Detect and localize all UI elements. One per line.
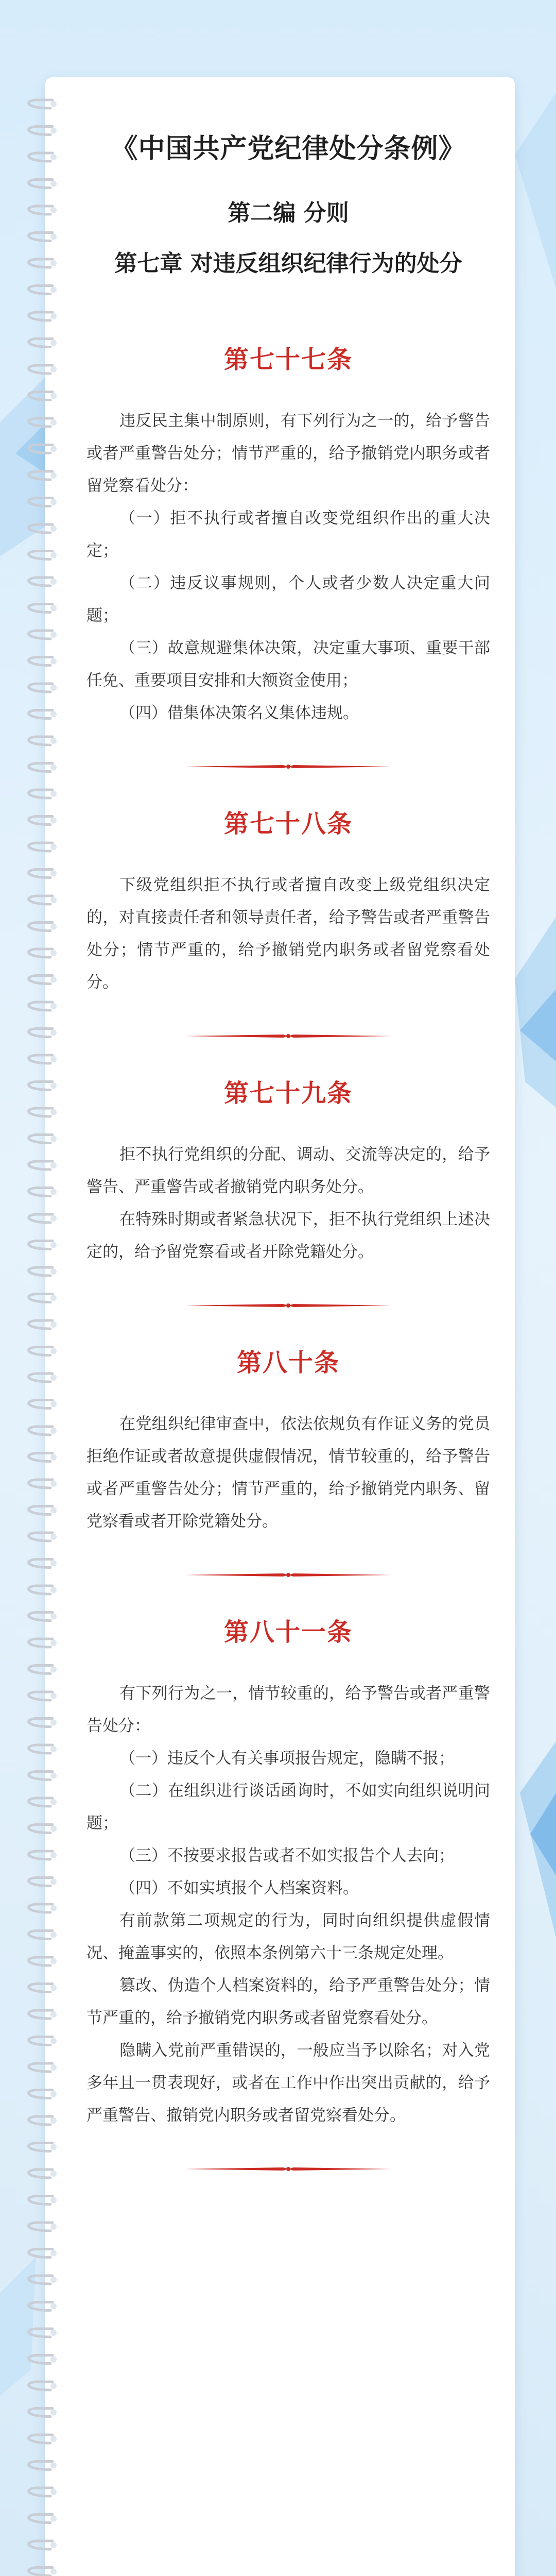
- spiral-ring: [29, 1400, 53, 1409]
- article-80: [86, 1343, 490, 1580]
- article-paragraph: 在党组织纪律审查中，依法依规负有作证义务的党员拒绝作证或者故意提供虚假情况，情节较重的，给予警告或者严重警告处分；情节严重的，给予撤销党内职务、留党察看或者开除党籍处分。: [86, 1415, 490, 1531]
- spiral-ring: [29, 1347, 53, 1355]
- binding-hole: [50, 2038, 57, 2044]
- spiral-ring: [29, 976, 53, 984]
- article-78: [86, 804, 490, 1041]
- article-title: 第七十七条: [223, 345, 353, 374]
- spiral-ring: [29, 1161, 53, 1170]
- binding-hole: [50, 446, 57, 452]
- spiral-ring: [29, 2302, 53, 2311]
- binding-hole: [50, 2064, 57, 2071]
- article-title: 第八十一条: [223, 1618, 353, 1647]
- article-paragraph: 有前款第二项规定的行为，同时向组织提供虚假情况、掩盖事实的，依照本条例第六十三条规定处理。: [86, 1911, 490, 1962]
- binding-hole: [50, 950, 57, 956]
- spiral-ring: [29, 2568, 53, 2576]
- binding-hole: [50, 711, 57, 718]
- binding-hole: [50, 685, 57, 691]
- spiral-ring: [29, 1267, 53, 1276]
- spiral-ring: [29, 2435, 53, 2443]
- spiral-ring: [29, 2515, 53, 2523]
- spiral-ring: [29, 2249, 53, 2258]
- binding-hole: [50, 1295, 57, 1301]
- spiral-ring: [29, 2196, 53, 2205]
- spiral-ring: [29, 2329, 53, 2337]
- binding-hole: [50, 1773, 57, 1779]
- spiral-ring: [29, 2090, 53, 2098]
- document-title: 《中国共产党纪律处分条例》: [111, 133, 466, 164]
- spiral-ring: [29, 365, 53, 374]
- spiral-ring: [29, 2355, 53, 2364]
- binding-hole: [50, 2489, 57, 2495]
- spiral-ring: [29, 2037, 53, 2045]
- spiral-ring: [29, 684, 53, 692]
- article-81: [86, 1612, 490, 2174]
- spiral-ring: [29, 498, 53, 506]
- binding-hole: [50, 2410, 57, 2416]
- spiral-ring: [29, 1798, 53, 1806]
- spiral-ring: [29, 1055, 53, 1063]
- section-divider: [185, 761, 391, 772]
- spiral-ring: [29, 312, 53, 320]
- article-paragraph: 违反民主集中制原则，有下列行为之一的，给予警告或者严重警告处分；情节严重的，给予撤销党内职务或者留党察看处分：: [86, 412, 490, 495]
- spiral-ring: [29, 1188, 53, 1196]
- binding-hole: [50, 977, 57, 983]
- article-77: [86, 340, 490, 772]
- article-item: （三）不按要求报告或者不如实报告个人去向；: [119, 1846, 455, 1865]
- binding-hole: [50, 1693, 57, 1699]
- spiral-ring: [29, 392, 53, 400]
- article-paragraph: 拒不执行党组织的分配、调动、交流等决定的，给予警告、严重警告或者撤销党内职务处分。: [86, 1145, 490, 1196]
- binding-hole: [50, 1985, 57, 1991]
- binding-hole: [50, 1321, 57, 1328]
- binding-hole: [50, 154, 57, 160]
- binding-hole: [50, 2542, 57, 2548]
- binding-hole: [50, 366, 57, 372]
- binding-hole: [50, 313, 57, 319]
- spiral-ring: [29, 1745, 53, 1753]
- spiral-ring: [29, 1427, 53, 1435]
- binding-hole: [50, 181, 57, 187]
- binding-hole: [50, 1534, 57, 1540]
- binding-hole: [50, 1375, 57, 1381]
- binding-hole: [50, 924, 57, 930]
- binding-hole: [50, 605, 57, 612]
- binding-hole: [50, 128, 57, 134]
- spiral-ring: [29, 2541, 53, 2549]
- binding-hole: [50, 1932, 57, 1938]
- binding-hole: [50, 1162, 57, 1168]
- spiral-ring: [29, 1560, 53, 1568]
- spiral-ring: [29, 551, 53, 560]
- spiral-ring: [29, 153, 53, 161]
- spiral-ring: [29, 1692, 53, 1700]
- binding-hole: [50, 844, 57, 850]
- binding-hole: [50, 2224, 57, 2230]
- binding-hole: [50, 1109, 57, 1115]
- binding-hole: [50, 1905, 57, 1911]
- spiral-ring: [29, 445, 53, 453]
- binding-hole: [50, 2011, 57, 2018]
- spiral-ring: [29, 1931, 53, 1939]
- spiral-ring: [29, 2223, 53, 2231]
- spiral-ring: [29, 790, 53, 798]
- binding-hole: [50, 552, 57, 558]
- spiral-ring: [29, 259, 53, 267]
- binding-hole: [50, 393, 57, 399]
- binding-hole: [50, 579, 57, 585]
- spiral-rings: [21, 98, 62, 2576]
- binding-hole: [50, 1003, 57, 1009]
- article-item: （一）违反个人有关事项报告规定，隐瞒不报；: [119, 1749, 455, 1768]
- spiral-ring: [29, 817, 53, 825]
- spiral-ring: [29, 1586, 53, 1594]
- part-heading: 第二编 分则: [228, 200, 349, 226]
- spiral-ring: [29, 2409, 53, 2417]
- spiral-ring: [29, 1878, 53, 1886]
- binding-hole: [50, 1614, 57, 1620]
- binding-hole: [50, 1136, 57, 1142]
- binding-hole: [50, 1083, 57, 1089]
- spiral-ring: [29, 2170, 53, 2178]
- spiral-ring: [29, 2116, 53, 2125]
- spiral-ring: [29, 1772, 53, 1780]
- binding-hole: [50, 1720, 57, 1726]
- spiral-ring: [29, 578, 53, 586]
- spiral-ring: [29, 1984, 53, 1992]
- spiral-ring: [29, 206, 53, 214]
- article-paragraph: 隐瞒入党前严重错误的，一般应当予以除名；对入党多年且一贯表现好，或者在工作中作出突出贡献的，给予严重警告、撤销党内职务或者留党察看处分。: [86, 2041, 490, 2125]
- binding-hole: [50, 1667, 57, 1673]
- spiral-ring: [29, 180, 53, 188]
- article-item: （三）故意规避集体决策，决定重大事项、重要干部任免、重要项目安排和大额资金使用；: [86, 639, 490, 690]
- binding-hole: [50, 1428, 57, 1434]
- spiral-ring: [29, 1639, 53, 1647]
- article-paragraph: 篡改、伪造个人档案资料的，给予严重警告处分；情节严重的，给予撤销党内职务或者留党察看处分。: [86, 1976, 490, 2027]
- spiral-ring: [29, 524, 53, 533]
- binding-hole: [50, 1481, 57, 1487]
- binding-hole: [50, 2091, 57, 2097]
- binding-hole: [50, 207, 57, 213]
- binding-hole: [50, 1746, 57, 1752]
- section-divider: [185, 1570, 391, 1580]
- binding-hole: [50, 1056, 57, 1062]
- spiral-ring: [29, 604, 53, 613]
- article-item: （一）拒不执行或者擅自改变党组织作出的重大决定；: [86, 509, 490, 560]
- article-item: （四）借集体决策名义集体违规。: [119, 704, 359, 722]
- binding-hole: [50, 1030, 57, 1036]
- binding-hole: [50, 632, 57, 638]
- binding-hole: [50, 1215, 57, 1222]
- spiral-ring: [29, 1904, 53, 1912]
- spiral-ring: [29, 1666, 53, 1674]
- binding-hole: [50, 499, 57, 505]
- binding-hole: [50, 1799, 57, 1805]
- spiral-ring: [29, 1453, 53, 1462]
- binding-hole: [50, 1401, 57, 1408]
- spiral-ring: [29, 2063, 53, 2072]
- spiral-ring: [29, 1480, 53, 1488]
- binding-hole: [50, 2117, 57, 2124]
- binding-hole: [50, 2569, 57, 2575]
- binding-hole: [50, 472, 57, 479]
- binding-hole: [50, 738, 57, 744]
- binding-hole: [50, 897, 57, 903]
- binding-hole: [50, 791, 57, 797]
- article-79: [86, 1073, 490, 1311]
- spiral-ring: [29, 418, 53, 427]
- binding-hole: [50, 2383, 57, 2389]
- article-paragraph: 有下列行为之一，情节较重的，给予警告或者严重警告处分：: [86, 1684, 490, 1735]
- binding-hole: [50, 1958, 57, 1964]
- spiral-ring: [29, 2143, 53, 2151]
- binding-hole: [50, 1454, 57, 1461]
- spiral-ring: [29, 2276, 53, 2284]
- binding-hole: [50, 1826, 57, 1832]
- binding-hole: [50, 2303, 57, 2310]
- binding-hole: [50, 287, 57, 293]
- spiral-ring: [29, 1374, 53, 1382]
- spiral-ring: [29, 1002, 53, 1010]
- article-paragraph: 下级党组织拒不执行或者擅自改变上级党组织决定的，对直接责任者和领导责任者，给予警告或者严重警告处分；情节严重的，给予撤销党内职务或者留党察看处分。: [86, 876, 490, 992]
- binding-hole: [50, 2436, 57, 2442]
- spiral-ring: [29, 1082, 53, 1090]
- article-item: （二）违反议事规则，个人或者少数人决定重大问题；: [86, 574, 490, 625]
- spiral-ring: [29, 657, 53, 666]
- spiral-ring: [29, 1108, 53, 1116]
- binding-hole: [50, 658, 57, 665]
- binding-hole: [50, 260, 57, 266]
- binding-hole: [50, 2144, 57, 2150]
- binding-hole: [50, 2197, 57, 2204]
- spiral-ring: [29, 1719, 53, 1727]
- article-title: 第七十八条: [223, 809, 353, 838]
- spiral-ring: [29, 339, 53, 347]
- spiral-ring: [29, 737, 53, 745]
- binding-hole: [50, 101, 57, 107]
- binding-hole: [50, 1189, 57, 1195]
- binding-hole: [50, 1507, 57, 1514]
- binding-hole: [50, 1242, 57, 1248]
- spiral-ring: [29, 1851, 53, 1859]
- spiral-ring: [29, 764, 53, 772]
- binding-hole: [50, 1561, 57, 1567]
- spiral-ring: [29, 1533, 53, 1541]
- spiral-ring: [29, 1029, 53, 1037]
- spiral-ring: [29, 1825, 53, 1833]
- binding-hole: [50, 765, 57, 771]
- chapter-heading: 第七章 对违反组织纪律行为的处分: [114, 250, 462, 277]
- binding-hole: [50, 340, 57, 346]
- spiral-ring: [29, 870, 53, 878]
- spiral-ring: [29, 710, 53, 719]
- binding-hole: [50, 1852, 57, 1858]
- section-divider: [185, 1031, 391, 1041]
- spiral-ring: [29, 949, 53, 957]
- binding-hole: [50, 2516, 57, 2522]
- spiral-ring: [29, 1135, 53, 1143]
- spiral-ring: [29, 1320, 53, 1329]
- section-divider: [185, 2164, 391, 2174]
- spiral-ring: [29, 631, 53, 639]
- article-title: 第八十条: [236, 1348, 340, 1377]
- spiral-ring: [29, 1613, 53, 1621]
- spiral-ring: [29, 2462, 53, 2470]
- spiral-ring: [29, 127, 53, 135]
- binding-hole: [50, 419, 57, 426]
- spiral-binding: [21, 98, 62, 2576]
- binding-hole: [50, 2250, 57, 2257]
- spiral-ring: [29, 233, 53, 241]
- binding-hole: [50, 2357, 57, 2363]
- binding-hole: [50, 2171, 57, 2177]
- binding-hole: [50, 1587, 57, 1593]
- document-content: [86, 77, 490, 2174]
- spiral-ring: [29, 471, 53, 480]
- article-item: （四）不如实填报个人档案资料。: [119, 1879, 359, 1897]
- binding-hole: [50, 818, 57, 824]
- spiral-ring: [29, 2488, 53, 2496]
- spiral-ring: [29, 896, 53, 904]
- spiral-ring: [29, 1214, 53, 1223]
- spiral-ring: [29, 923, 53, 931]
- binding-hole: [50, 2277, 57, 2283]
- spiral-ring: [29, 1506, 53, 1515]
- binding-hole: [50, 1268, 57, 1275]
- binding-hole: [50, 1879, 57, 1885]
- binding-hole: [50, 526, 57, 532]
- spiral-ring: [29, 843, 53, 851]
- binding-hole: [50, 1348, 57, 1354]
- binding-hole: [50, 2330, 57, 2336]
- article-title: 第七十九条: [223, 1079, 353, 1108]
- spiral-ring: [29, 2382, 53, 2390]
- section-divider: [185, 1300, 391, 1311]
- article-item: （二）在组织进行谈话函询时，不如实向组织说明问题；: [86, 1782, 490, 1833]
- binding-hole: [50, 234, 57, 240]
- spiral-ring: [29, 286, 53, 294]
- spiral-ring: [29, 2010, 53, 2019]
- spiral-ring: [29, 100, 53, 108]
- binding-hole: [50, 871, 57, 877]
- binding-hole: [50, 1640, 57, 1646]
- binding-hole: [50, 2463, 57, 2469]
- spiral-ring: [29, 1957, 53, 1965]
- spiral-ring: [29, 1241, 53, 1249]
- spiral-ring: [29, 1294, 53, 1302]
- article-paragraph: 在特殊时期或者紧急状况下，拒不执行党组织上述决定的，给予留党察看或者开除党籍处分。: [86, 1210, 490, 1261]
